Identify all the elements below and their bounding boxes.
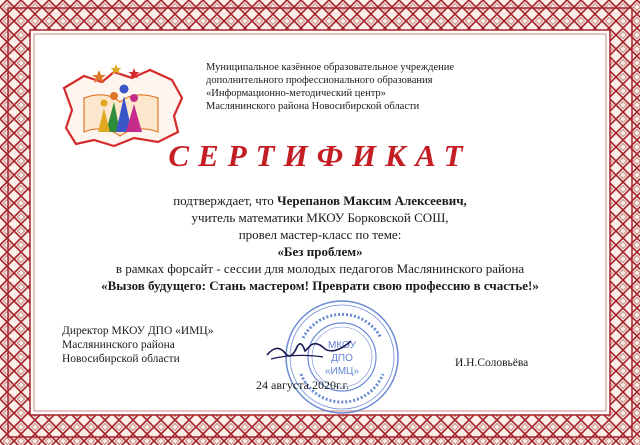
director-block <box>62 324 214 366</box>
recipient-line <box>0 192 640 209</box>
stamp-text-3: «ИМЦ» <box>324 366 360 377</box>
org-line-3: «Информационно-методический центр» <box>206 88 386 99</box>
certificate-title: СЕРТИФИКАТ <box>168 138 472 173</box>
position-text: учитель математики МКОУ Борковской СОШ, <box>191 210 449 225</box>
certificate-body <box>0 192 640 294</box>
signer-name: И.Н.Соловьёва <box>455 357 529 369</box>
stamp-text-1: МКОУ <box>328 340 356 351</box>
director-line-1: Директор МКОУ ДПО «ИМЦ» <box>62 325 214 337</box>
director-line-2: Маслянинского района <box>62 339 175 351</box>
stamp-text-2: ДПО <box>331 353 353 364</box>
signature-icon <box>265 333 355 363</box>
recipient-name: Черепанов Максим Алексеевич, <box>277 193 467 208</box>
org-line-4: Маслянинского района Новосибирской области <box>206 101 420 112</box>
confirms-text: подтверждает, что <box>173 193 274 208</box>
director-line-3: Новосибирской области <box>62 353 180 365</box>
event-title-text: «Вызов будущего: Стань мастером! Преврати свою профессию в счастье!» <box>101 278 539 293</box>
organization-header <box>206 61 476 113</box>
certificate-date: 24 августа 2020г.г. <box>256 378 350 392</box>
event-text: в рамках форсайт - сессии для молодых педагогов Маслянинского района <box>115 261 525 276</box>
topic-text: «Без проблем» <box>277 244 363 259</box>
action-text: провел мастер-класс по теме: <box>238 227 402 242</box>
org-line-2: дополнительного профессионального образования <box>206 75 433 86</box>
org-line-1: Муниципальное казённое образовательное учреждение <box>206 62 455 73</box>
logo-icon <box>54 58 189 150</box>
